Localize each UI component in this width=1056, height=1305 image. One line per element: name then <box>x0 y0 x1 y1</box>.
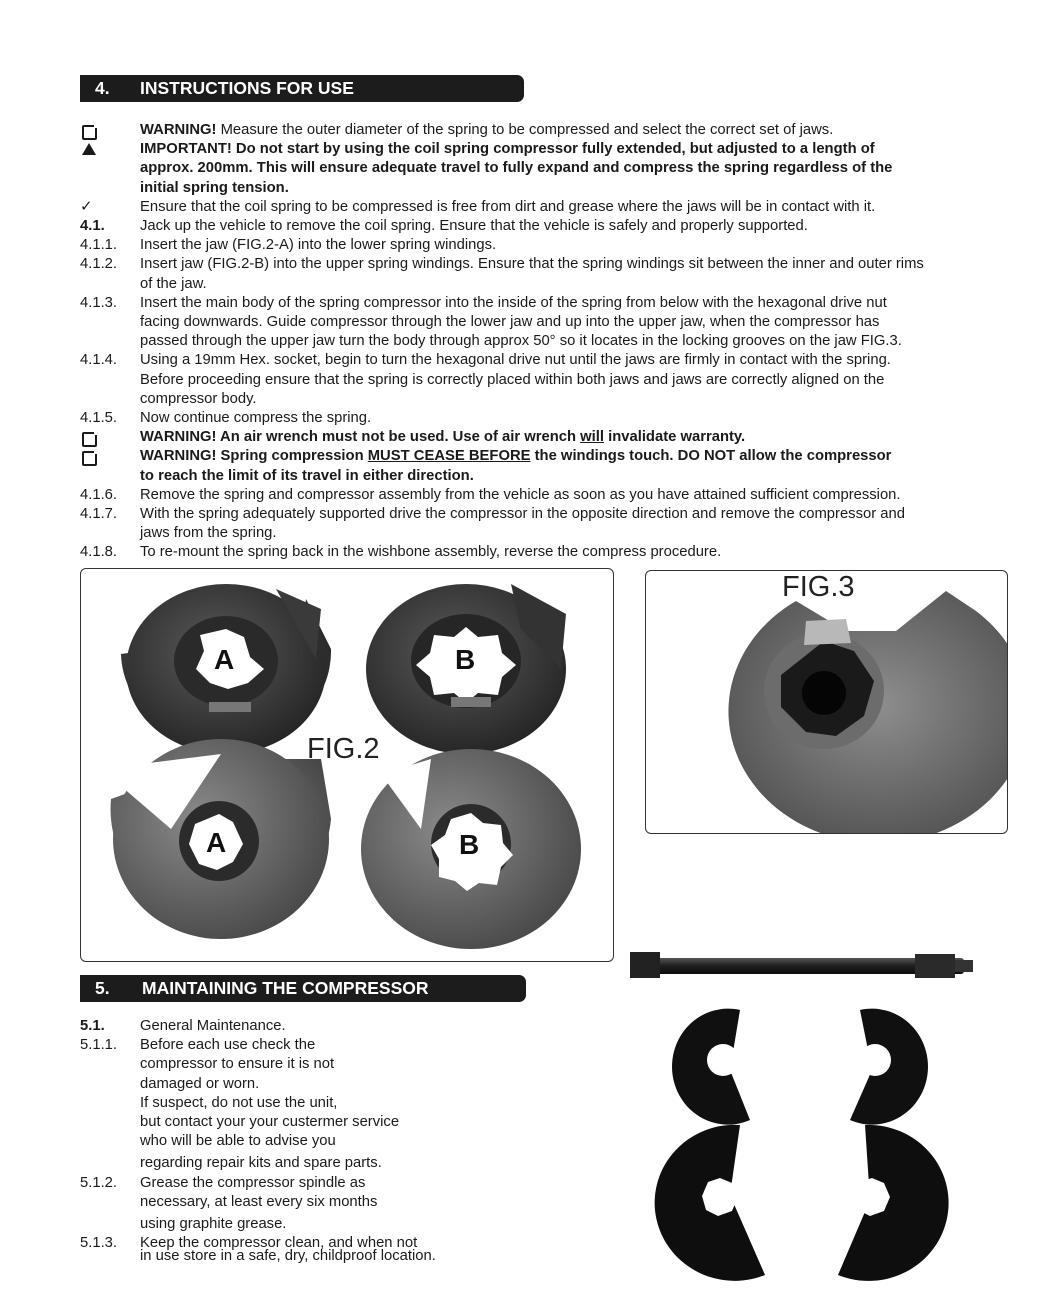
line-marker: 4.1.4. <box>80 352 118 369</box>
line-marker: 5.1.1. <box>80 1037 118 1054</box>
text-segment: Grease the compressor spindle as <box>140 1174 366 1191</box>
text-segment: With the spring adequately supported drive the compressor in the opposite direction and remove the compressor and <box>140 506 905 522</box>
line-text <box>140 1036 315 1055</box>
section-number: 4. <box>95 78 110 98</box>
line-marker: 4.1. <box>80 218 105 234</box>
line-text <box>140 179 289 198</box>
text-segment: approx. 200mm. This will ensure adequate travel to fully expand and compress the spring regardless of the <box>140 160 893 177</box>
line-text <box>140 313 879 332</box>
line-text <box>140 217 808 236</box>
line-text <box>140 447 891 466</box>
text-segment: will <box>580 429 604 446</box>
line-text <box>140 140 875 159</box>
text-segment: Using a 19mm Hex. socket, begin to turn the hexagonal drive nut until the jaws are firmly in contact with the spring. <box>140 352 891 369</box>
checkbox-icon <box>82 451 97 466</box>
text-segment: Ensure that the coil spring to be compressed is free from dirt and grease where the jaws will be in contact with it. <box>140 198 876 215</box>
text-segment: but contact your your custermer service <box>140 1114 400 1130</box>
jaw-a-label: A <box>214 644 235 675</box>
line-text <box>140 159 892 178</box>
line-marker: 4.1.3. <box>80 294 118 311</box>
line-text <box>140 1017 286 1036</box>
product-kit-photo <box>620 920 1000 1285</box>
jaw-b-top <box>366 584 566 754</box>
text-segment: Insert the jaw (FIG.2-A) into the lower spring windings. <box>140 237 497 254</box>
text-segment: invalidate warranty. <box>603 429 746 446</box>
fig3-label: FIG.3 <box>782 571 855 603</box>
text-segment: jaws from the spring. <box>140 525 277 542</box>
text-segment: WARNING! An air wrench must not be used. Use of air wrench <box>140 429 581 446</box>
line-marker: 4.1.8. <box>80 544 118 561</box>
text-segment: Insert the main body of the spring compressor into the inside of the spring from below with the hexagonal drive nut <box>140 294 887 311</box>
line-marker: 4.1.2. <box>80 256 118 273</box>
line-text <box>140 428 745 447</box>
line-text <box>140 467 474 486</box>
text-segment: of the jaw. <box>140 275 207 292</box>
line-text <box>140 371 884 390</box>
text-segment: necessary, at least every six months <box>140 1193 378 1210</box>
section-4-header <box>80 75 524 102</box>
line-text <box>140 121 833 140</box>
fig3-jaw-photo <box>646 571 1007 833</box>
text-segment: damaged or worn. <box>140 1075 260 1092</box>
line-text <box>140 294 887 313</box>
section-title: MAINTAINING THE COMPRESSOR <box>142 978 429 998</box>
text-segment: facing downwards. Guide compressor through the lower jaw and up into the upper jaw, when the compressor has <box>140 314 880 330</box>
text-segment: regarding repair kits and spare parts. <box>140 1155 382 1172</box>
text-segment: Remove the spring and compressor assembly from the vehicle as soon as you have attained sufficient compression. <box>140 486 901 503</box>
text-segment: To re-mount the spring back in the wishbone assembly, reverse the compress procedure. <box>140 544 722 561</box>
line-text <box>140 505 905 524</box>
line-text <box>140 1075 259 1094</box>
line-text <box>140 1247 436 1266</box>
jaw-b-label: B <box>455 644 476 675</box>
fig2-panel <box>80 568 614 962</box>
text-segment: WARNING! <box>140 122 217 138</box>
warning-triangle-icon <box>82 143 96 155</box>
fig2-label: FIG.2 <box>307 733 380 765</box>
section-5-header <box>80 975 526 1002</box>
text-segment: If suspect, do not use the unit, <box>140 1094 338 1111</box>
line-text <box>140 390 257 409</box>
line-text <box>140 1154 382 1173</box>
line-text <box>140 275 207 294</box>
text-segment: Measure the outer diameter of the spring to be compressed and select the correct set of jaws. <box>216 122 834 138</box>
line-text <box>140 1174 365 1193</box>
line-text <box>140 236 496 255</box>
line-text <box>140 351 891 370</box>
section-number: 5. <box>95 978 110 998</box>
checkbox-icon <box>82 432 97 447</box>
text-segment: passed through the upper jaw turn the body through approx 50° so it locates in the locking grooves on the jaw FIG.3. <box>140 333 902 350</box>
line-marker: 4.1.7. <box>80 506 118 522</box>
text-segment: the windings touch. DO NOT allow the compressor <box>530 448 892 465</box>
text-segment: Keep the compressor clean, and when not <box>140 1235 418 1252</box>
line-text <box>140 1215 286 1234</box>
text-segment: MUST CEASE BEFORE <box>367 448 531 465</box>
line-text <box>140 543 721 562</box>
line-text <box>140 409 371 428</box>
text-segment: to reach the limit of its travel in either direction. <box>140 467 474 484</box>
text-segment: Insert jaw (FIG.2-B) into the upper spring windings. Ensure that the spring windings sit between the inner and outer rims <box>140 256 924 273</box>
line-text <box>140 255 924 274</box>
jaw-a-top <box>121 584 331 754</box>
text-segment: General Maintenance. <box>140 1018 286 1034</box>
section-title: INSTRUCTIONS FOR USE <box>140 78 354 98</box>
text-segment: Before proceeding ensure that the spring is correctly placed within both jaws and jaws are correctly aligned on the <box>140 371 885 388</box>
text-segment: WARNING! Spring compression <box>140 448 368 465</box>
text-segment: compressor to ensure it is not <box>140 1056 335 1073</box>
line-text <box>140 1055 334 1074</box>
jaw-b-bottom <box>361 749 581 949</box>
line-text <box>140 524 277 543</box>
text-segment: who will be able to advise you <box>140 1133 336 1150</box>
checkbox-icon <box>82 125 97 140</box>
line-text <box>140 1193 377 1212</box>
text-segment: Now continue compress the spring. <box>140 410 372 426</box>
line-marker: 5.1.3. <box>80 1235 118 1252</box>
text-segment: initial spring tension. <box>140 179 289 196</box>
text-segment: Jack up the vehicle to remove the coil spring. Ensure that the vehicle is safely and properly supported. <box>140 218 808 234</box>
line-marker: 4.1.1. <box>80 237 118 254</box>
line-marker: 5.1. <box>80 1018 105 1034</box>
jaw-b-label-2: B <box>459 829 480 860</box>
text-segment: in use store in a safe, dry, childproof location. <box>140 1248 436 1265</box>
line-text <box>140 1094 337 1113</box>
text-segment: IMPORTANT! Do not start by using the coil spring compressor fully extended, but adjusted to a length of <box>140 141 875 158</box>
fig3-panel <box>645 570 1008 834</box>
line-text <box>140 1132 336 1151</box>
jaw-a-label-2: A <box>206 827 227 858</box>
jaw-a-bottom <box>101 739 331 939</box>
line-marker: 5.1.2. <box>80 1174 118 1191</box>
line-text <box>140 1113 399 1132</box>
line-marker: 4.1.6. <box>80 486 118 503</box>
line-marker: 4.1.5. <box>80 410 118 426</box>
line-text <box>140 332 902 351</box>
line-text <box>140 486 901 505</box>
line-text <box>140 198 875 217</box>
text-segment: Before each use check the <box>140 1037 316 1054</box>
line-marker: ✓ <box>80 198 93 215</box>
text-segment: compressor body. <box>140 390 257 407</box>
text-segment: using graphite grease. <box>140 1216 287 1232</box>
